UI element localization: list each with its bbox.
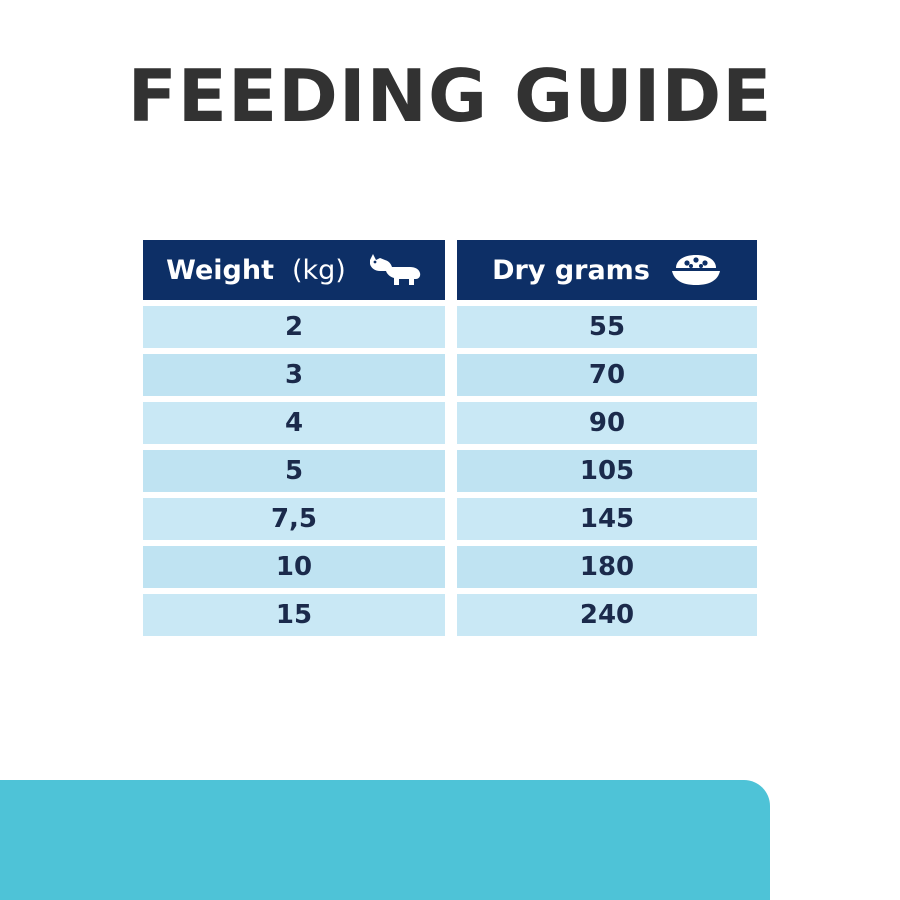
cell-dry-grams: 145 bbox=[457, 498, 757, 540]
cell-weight: 10 bbox=[143, 546, 445, 588]
header-cell-weight bbox=[143, 240, 445, 300]
header-label-dry-grams: Dry grams bbox=[492, 254, 650, 286]
cell-weight: 15 bbox=[143, 594, 445, 636]
feeding-guide-table bbox=[143, 240, 757, 642]
cell-dry-grams: 55 bbox=[457, 306, 757, 348]
table-header-row bbox=[143, 240, 757, 300]
table-row bbox=[143, 594, 757, 636]
cell-dry-grams: 240 bbox=[457, 594, 757, 636]
table-row bbox=[143, 306, 757, 348]
food-bowl-icon bbox=[670, 252, 722, 288]
cell-weight: 3 bbox=[143, 354, 445, 396]
cell-weight: 7,5 bbox=[143, 498, 445, 540]
table-row bbox=[143, 402, 757, 444]
cell-weight: 4 bbox=[143, 402, 445, 444]
dog-icon bbox=[366, 253, 422, 287]
page-title: FEEDING GUIDE bbox=[127, 54, 773, 138]
header-unit-weight: (kg) bbox=[292, 254, 346, 286]
bottom-accent-band bbox=[0, 780, 770, 900]
cell-dry-grams: 70 bbox=[457, 354, 757, 396]
header-cell-dry-grams bbox=[457, 240, 757, 300]
table-row bbox=[143, 498, 757, 540]
table-row bbox=[143, 546, 757, 588]
cell-weight: 2 bbox=[143, 306, 445, 348]
cell-weight: 5 bbox=[143, 450, 445, 492]
cell-dry-grams: 180 bbox=[457, 546, 757, 588]
table-row bbox=[143, 450, 757, 492]
header-label-weight: Weight bbox=[166, 254, 274, 286]
cell-dry-grams: 105 bbox=[457, 450, 757, 492]
table-row bbox=[143, 354, 757, 396]
cell-dry-grams: 90 bbox=[457, 402, 757, 444]
